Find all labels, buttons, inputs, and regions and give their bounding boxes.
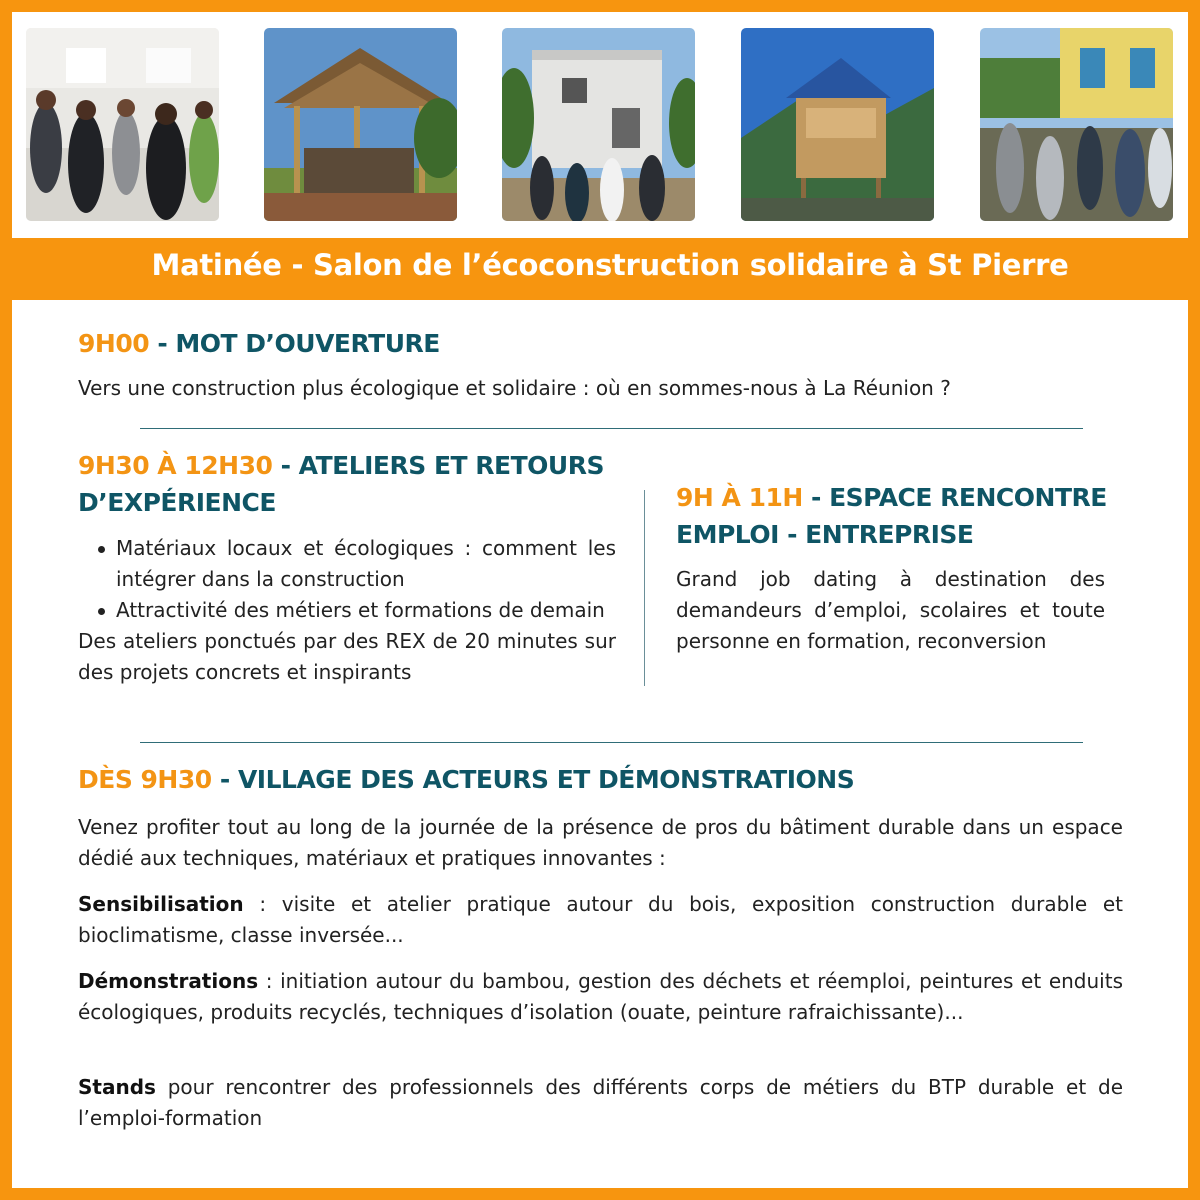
white-building-site-photo (502, 28, 695, 221)
employment-text: Grand job dating à destination des demandeurs d’emploi, scolaires et toute personne en formation, reconversion (676, 567, 1105, 653)
item-label: Démonstrations (78, 969, 259, 993)
village-item-stands (78, 1072, 1123, 1134)
opening-title: - MOT D’OUVERTURE (149, 329, 440, 358)
workshops-title: - ATELIERS ET RETOURS D’EXPÉRIENCE (78, 451, 604, 517)
village-heading (78, 761, 1128, 798)
column-divider (644, 490, 645, 686)
workshops-body (78, 533, 616, 688)
wooden-house-construction-photo (741, 28, 934, 221)
workshops-bullet-list (78, 533, 616, 626)
site-visit-group-photo (980, 28, 1173, 221)
opening-text: Vers une construction plus écologique et solidaire : où en sommes-nous à La Réunion ? (78, 376, 951, 400)
opening-heading (78, 325, 1128, 362)
item-label: Stands (78, 1075, 156, 1099)
village-item-sensibilisation (78, 889, 1123, 951)
item-text: : visite et atelier pratique autour du bois, exposition construction durable et bioclimatisme, classe inversée... (78, 892, 1123, 947)
photo-strip (0, 0, 1200, 238)
title-banner (0, 238, 1200, 300)
workshop-indoor-photo (26, 28, 219, 221)
item-label: Sensibilisation (78, 892, 244, 916)
village-title: - VILLAGE DES ACTEURS ET DÉMONSTRATIONS (211, 765, 855, 794)
employment-title: - ESPACE RENCONTRE EMPLOI - ENTREPRISE (676, 483, 1107, 549)
workshops-text: Des ateliers ponctués par des REX de 20 minutes sur des projets concrets et inspirants (78, 629, 616, 684)
workshops-heading (78, 447, 638, 521)
opening-time: 9H00 (78, 329, 150, 358)
bamboo-pavilion-photo (264, 28, 457, 221)
village-intro: Venez profiter tout au long de la journée de la présence de pros du bâtiment durable dans un espace dédié aux techniques, matériaux et pratiques innovantes : (78, 815, 1123, 870)
village-item-demonstrations (78, 966, 1123, 1028)
item-text: pour rencontrer des professionnels des différents corps de métiers du BTP durable et de l’emploi-formation (78, 1075, 1123, 1130)
workshops-time: 9H30 À 12H30 (78, 451, 273, 480)
divider-1 (140, 428, 1083, 429)
bullet-item: Matériaux locaux et écologiques : comment les intégrer dans la construction (78, 533, 616, 595)
employment-heading (676, 479, 1136, 553)
item-text: : initiation autour du bambou, gestion des déchets et réemploi, peintures et enduits écologiques, produits recyclés, techniques d’isolation (ouate, peinture rafraichissante)... (78, 969, 1123, 1024)
divider-2 (140, 742, 1083, 743)
village-time: DÈS 9H30 (78, 765, 212, 794)
banner-title: Matinée - Salon de l’écoconstruction solidaire à St Pierre (151, 248, 1069, 282)
bullet-item: Attractivité des métiers et formations de demain (78, 595, 616, 626)
program-card (12, 300, 1188, 1188)
employment-time: 9H À 11H (676, 483, 803, 512)
